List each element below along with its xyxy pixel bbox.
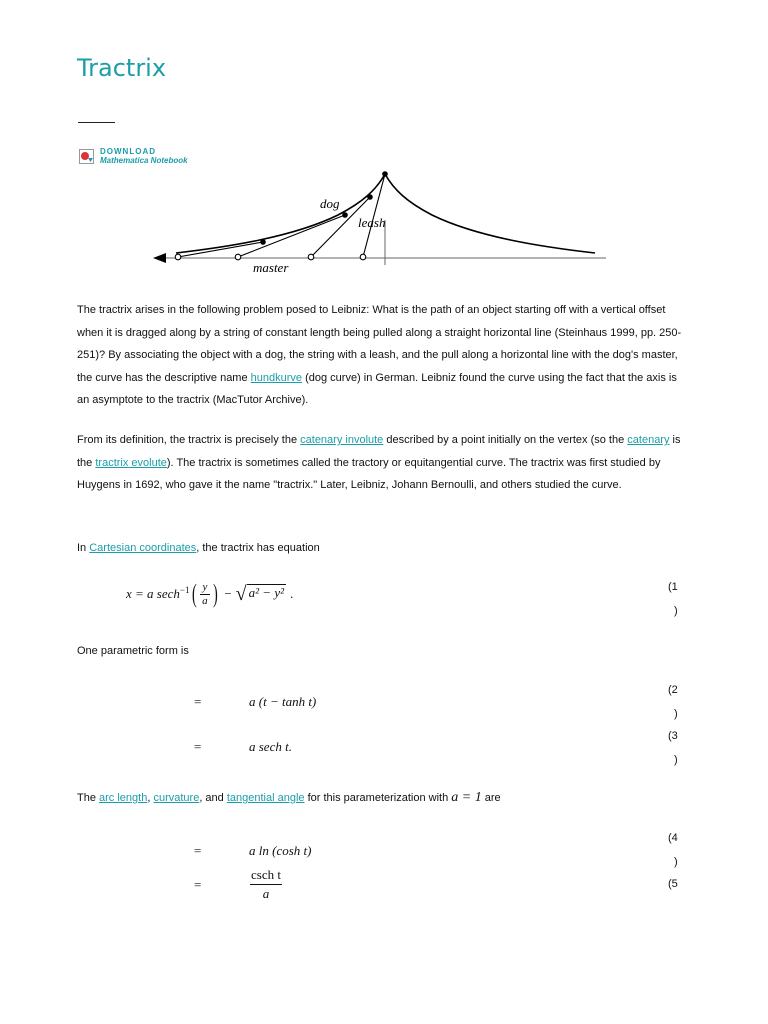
master-point (308, 254, 314, 260)
tractrix-diagram (148, 165, 613, 280)
master-point (175, 254, 181, 260)
download-label: DOWNLOAD (100, 147, 156, 156)
catenary-involute-link[interactable]: catenary involute (300, 434, 384, 446)
equation-1: x = a sech $^{-1}$ ( y a ) − √ a² − y² . (126, 579, 294, 608)
download-notebook-link[interactable] (79, 147, 188, 165)
leash-line (178, 242, 263, 257)
equation-2-number: (2 ) (668, 684, 678, 720)
tractrix-evolute-link[interactable]: tractrix evolute (95, 456, 167, 469)
equation-3-number: (3 ) (668, 730, 678, 766)
arc-length-paragraph: The arc length, curvature, and tangential angle for this parameterization with a = 1 are (77, 790, 501, 805)
page-title: Tractrix (77, 54, 167, 82)
intro-paragraph: The tractrix arises in the following problem posed to Leibniz: What is the path of an object starting off with a vertical offset when it is dragged along by a string of constant length being pulled along a straight horizontal line (Steinhaus 1999, pp. 250-251)? By associating the object with a dog, the string with a leash, and the pull along a horizontal line with the dog's master, the curve has the descriptive name hundkurve (dog curve) in German. Leibniz found the curve using the fact that the axis is an asymptote to the tractrix (MacTutor Archive). (77, 304, 682, 406)
dog-point (367, 194, 373, 200)
master-label: master (253, 260, 289, 275)
dog-label: dog (320, 196, 340, 211)
notebook-label: Mathematica Notebook (100, 156, 188, 165)
equation-5-equals: = (194, 877, 202, 892)
dog-point (382, 171, 388, 177)
master-point (360, 254, 366, 260)
parametric-intro: One parametric form is (77, 645, 189, 657)
tangential-angle-link[interactable]: tangential angle (226, 792, 305, 804)
dog-point (342, 212, 348, 218)
definition-paragraph: From its definition, the tractrix is precisely the catenary involute described by a point initially on the vertex (so the catenary is the tractrix evolute). The tractrix is sometimes called the tractory or equitangential curve. The tractrix was first studied by Huygens in 1692, who gave it the name "tractrix." Later, Leibniz, Johann Bernoulli, and others studied the curve. (77, 434, 681, 491)
master-point (235, 254, 241, 260)
axis-arrowhead (153, 253, 166, 263)
equation-2: a (t − tanh t) (249, 694, 317, 709)
equation-2-equals: = (194, 694, 202, 709)
arc-length-link[interactable]: arc length (99, 792, 148, 804)
cartesian-paragraph: In Cartesian coordinates, the tractrix has equation (77, 542, 320, 554)
catenary-link[interactable]: catenary (627, 434, 670, 446)
leash-line (238, 215, 345, 257)
a-equals-one: a = 1 (451, 790, 482, 805)
equation-4-number: (4 ) (668, 832, 678, 868)
equation-1-number: (1 ) (668, 581, 678, 617)
hundkurve-link[interactable]: hundkurve (250, 371, 303, 384)
curvature-link[interactable]: curvature (153, 792, 200, 804)
notebook-icon (79, 149, 94, 164)
leash-label: leash (358, 215, 386, 230)
equation-3-equals: = (194, 739, 202, 754)
equation-5: csch t a (251, 867, 281, 901)
title-underline (78, 122, 115, 123)
equation-3: a sech t. (249, 739, 292, 754)
equation-4: a ln (cosh t) (249, 843, 312, 858)
equation-4-equals: = (194, 843, 202, 858)
cartesian-coordinates-link[interactable]: Cartesian coordinates (89, 542, 197, 554)
equation-5-number: (5 (668, 878, 678, 890)
dog-point (260, 239, 266, 245)
